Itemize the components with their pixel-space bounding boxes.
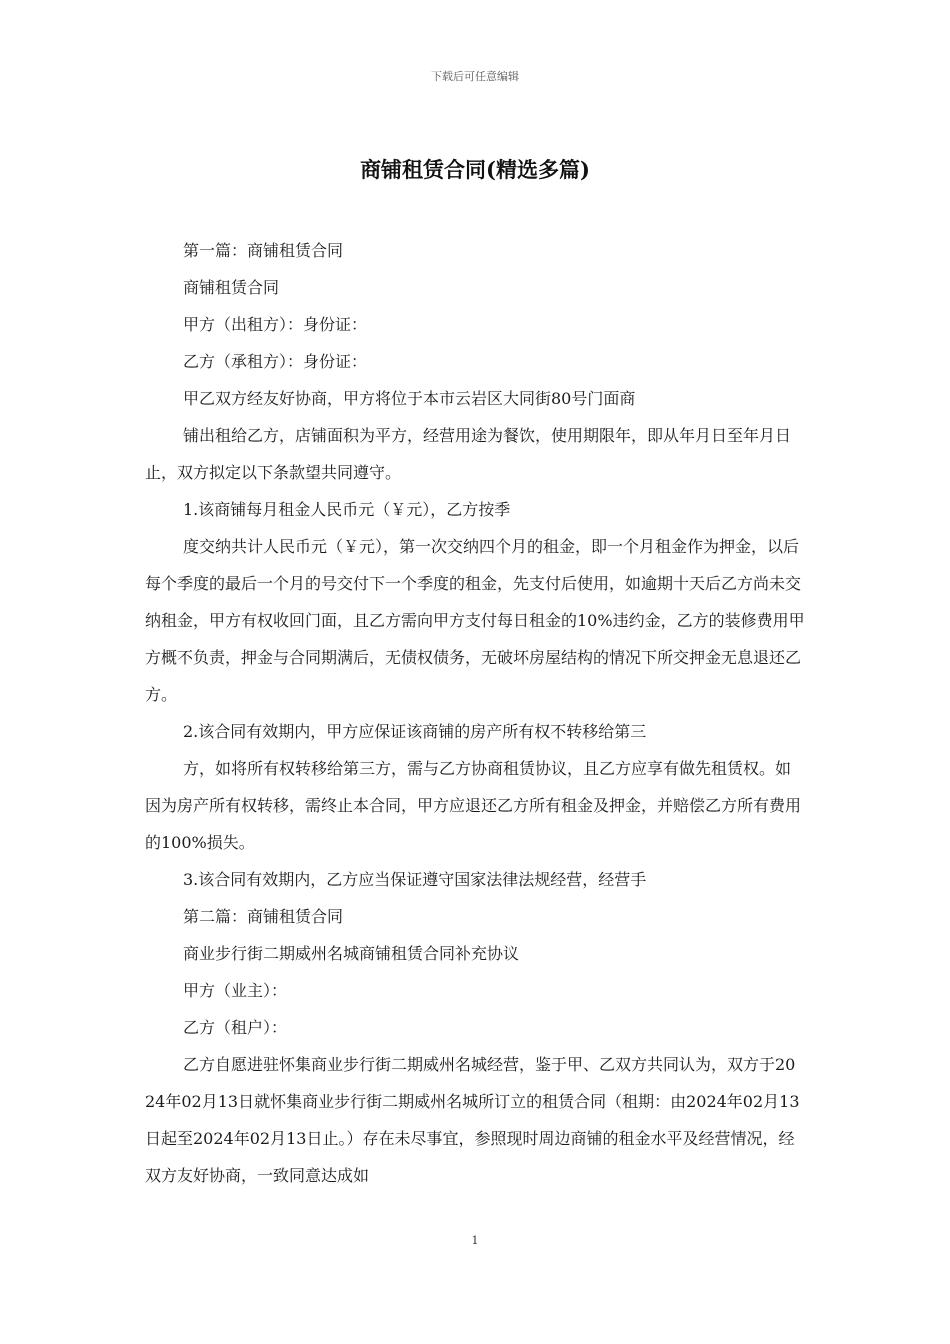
party-b-line: 乙方（承租方）：身份证：: [183, 352, 368, 371]
agreement-title: 商业步行街二期威州名城商铺租赁合同补充协议: [183, 944, 520, 963]
clause-1-body: 度交纳共计人民币元（￥元），第一次交纳四个月的租金，即一个月租金作为押金，以后每个季度的最后一个月的号交付下一个季度的租金，先支付后使用，如逾期十天后乙方尚未交纳租金，甲方有权收回门面，且乙方需向甲方支付每日租金的10%违约金，乙方的装修费用甲方概不负责，押金与合同期满后，无债权债务，无破坏房屋结构的情况下所交押金无息退还乙方。: [145, 537, 805, 704]
document-title: 商铺租赁合同(精选多篇): [360, 157, 590, 182]
paragraph: 铺出租给乙方，店铺面积为平方，经营用途为餐饮，使用期限年，即从年月日至年月日止，双方拟定以下条款望共同遵守。: [145, 426, 792, 482]
owner-line: 甲方（业主）：: [183, 981, 288, 1000]
clause-1-line: 1.该商铺每月租金人民币元（￥元），乙方按季: [183, 500, 511, 519]
header-note: 下载后可任意编辑: [431, 70, 519, 83]
contract-title: 商铺租赁合同: [183, 278, 280, 297]
paragraph: 乙方自愿进驻怀集商业步行街二期威州名城经营，鉴于甲、乙双方共同认为，双方于2024年02月13日就怀集商业步行街二期威州名城所订立的租赁合同（租期：由2024年02月13日起至2024年02月13日止。）存在未尽事宜，参照现时周边商铺的租金水平及经营情况，经双方友好协商，一致同意达成如: [145, 1055, 800, 1185]
paragraph: 甲乙双方经友好协商，甲方将位于本市云岩区大同街80号门面商: [183, 389, 636, 408]
clause-2-body: 方，如将所有权转移给第三方，需与乙方协商租赁协议，且乙方应享有做先租赁权。如因为房产所有权转移，需终止本合同，甲方应退还乙方所有租金及押金，并赔偿乙方所有费用的100%损失。: [145, 759, 802, 852]
section-heading-2: 第二篇：商铺租赁合同: [183, 907, 344, 926]
section-heading-1: 第一篇：商铺租赁合同: [183, 241, 344, 260]
party-a-line: 甲方（出租方）：身份证：: [183, 315, 368, 334]
tenant-line: 乙方（租户）：: [183, 1018, 288, 1037]
clause-3-line: 3.该合同有效期内，乙方应当保证遵守国家法律法规经营，经营手: [183, 870, 647, 889]
page-number: 1: [471, 1234, 479, 1247]
clause-2-line: 2.该合同有效期内，甲方应保证该商铺的房产所有权不转移给第三: [183, 722, 647, 741]
document-body: [145, 232, 805, 1194]
